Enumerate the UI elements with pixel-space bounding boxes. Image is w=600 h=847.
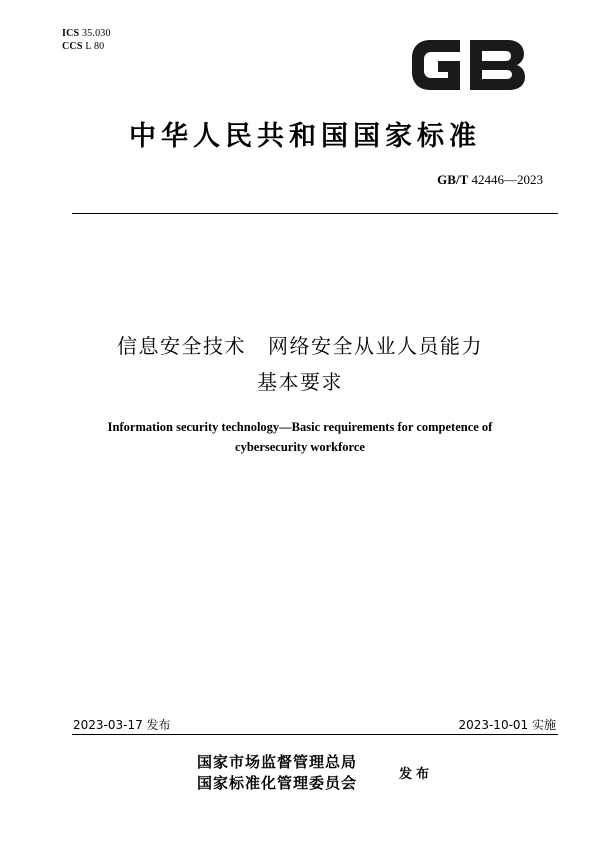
gb-logo (408, 34, 528, 96)
publisher-line1: 国家市场监督管理总局 (197, 753, 358, 771)
national-standard-title: 中华人民共和国国家标准 (129, 121, 481, 152)
document-title-en-line2: cybersecurity workforce (235, 440, 365, 454)
standard-number (437, 172, 543, 188)
ccs-label: CCS (62, 41, 83, 52)
standard-prefix: GB/T (437, 172, 469, 187)
issue-date: 2023-03-17 发布 (73, 718, 171, 732)
publish-action: 发布 (399, 767, 434, 782)
ics-code (62, 27, 111, 40)
classification-codes (62, 27, 111, 53)
ccs-value: L 80 (85, 41, 105, 52)
top-divider (72, 213, 558, 214)
document-title-zh-line1 (0, 330, 600, 359)
document-title-zh-line2: 基本要求 (257, 370, 343, 394)
ics-label: ICS (62, 28, 80, 39)
document-title-en-line1: Information security technology—Basic requirements for competence of (107, 420, 493, 434)
ccs-code (62, 40, 111, 53)
implementation-date: 2023-10-01 实施 (458, 718, 556, 732)
ics-value: 35.030 (81, 28, 111, 39)
document-title-zh-part1: 信息安全技术 (117, 334, 246, 358)
document-title-zh-part2: 网络安全从业人员能力 (268, 334, 483, 358)
bottom-divider (72, 734, 558, 735)
standard-code: 42446—2023 (471, 172, 543, 187)
publisher-line2: 国家标准化管理委员会 (197, 774, 358, 792)
